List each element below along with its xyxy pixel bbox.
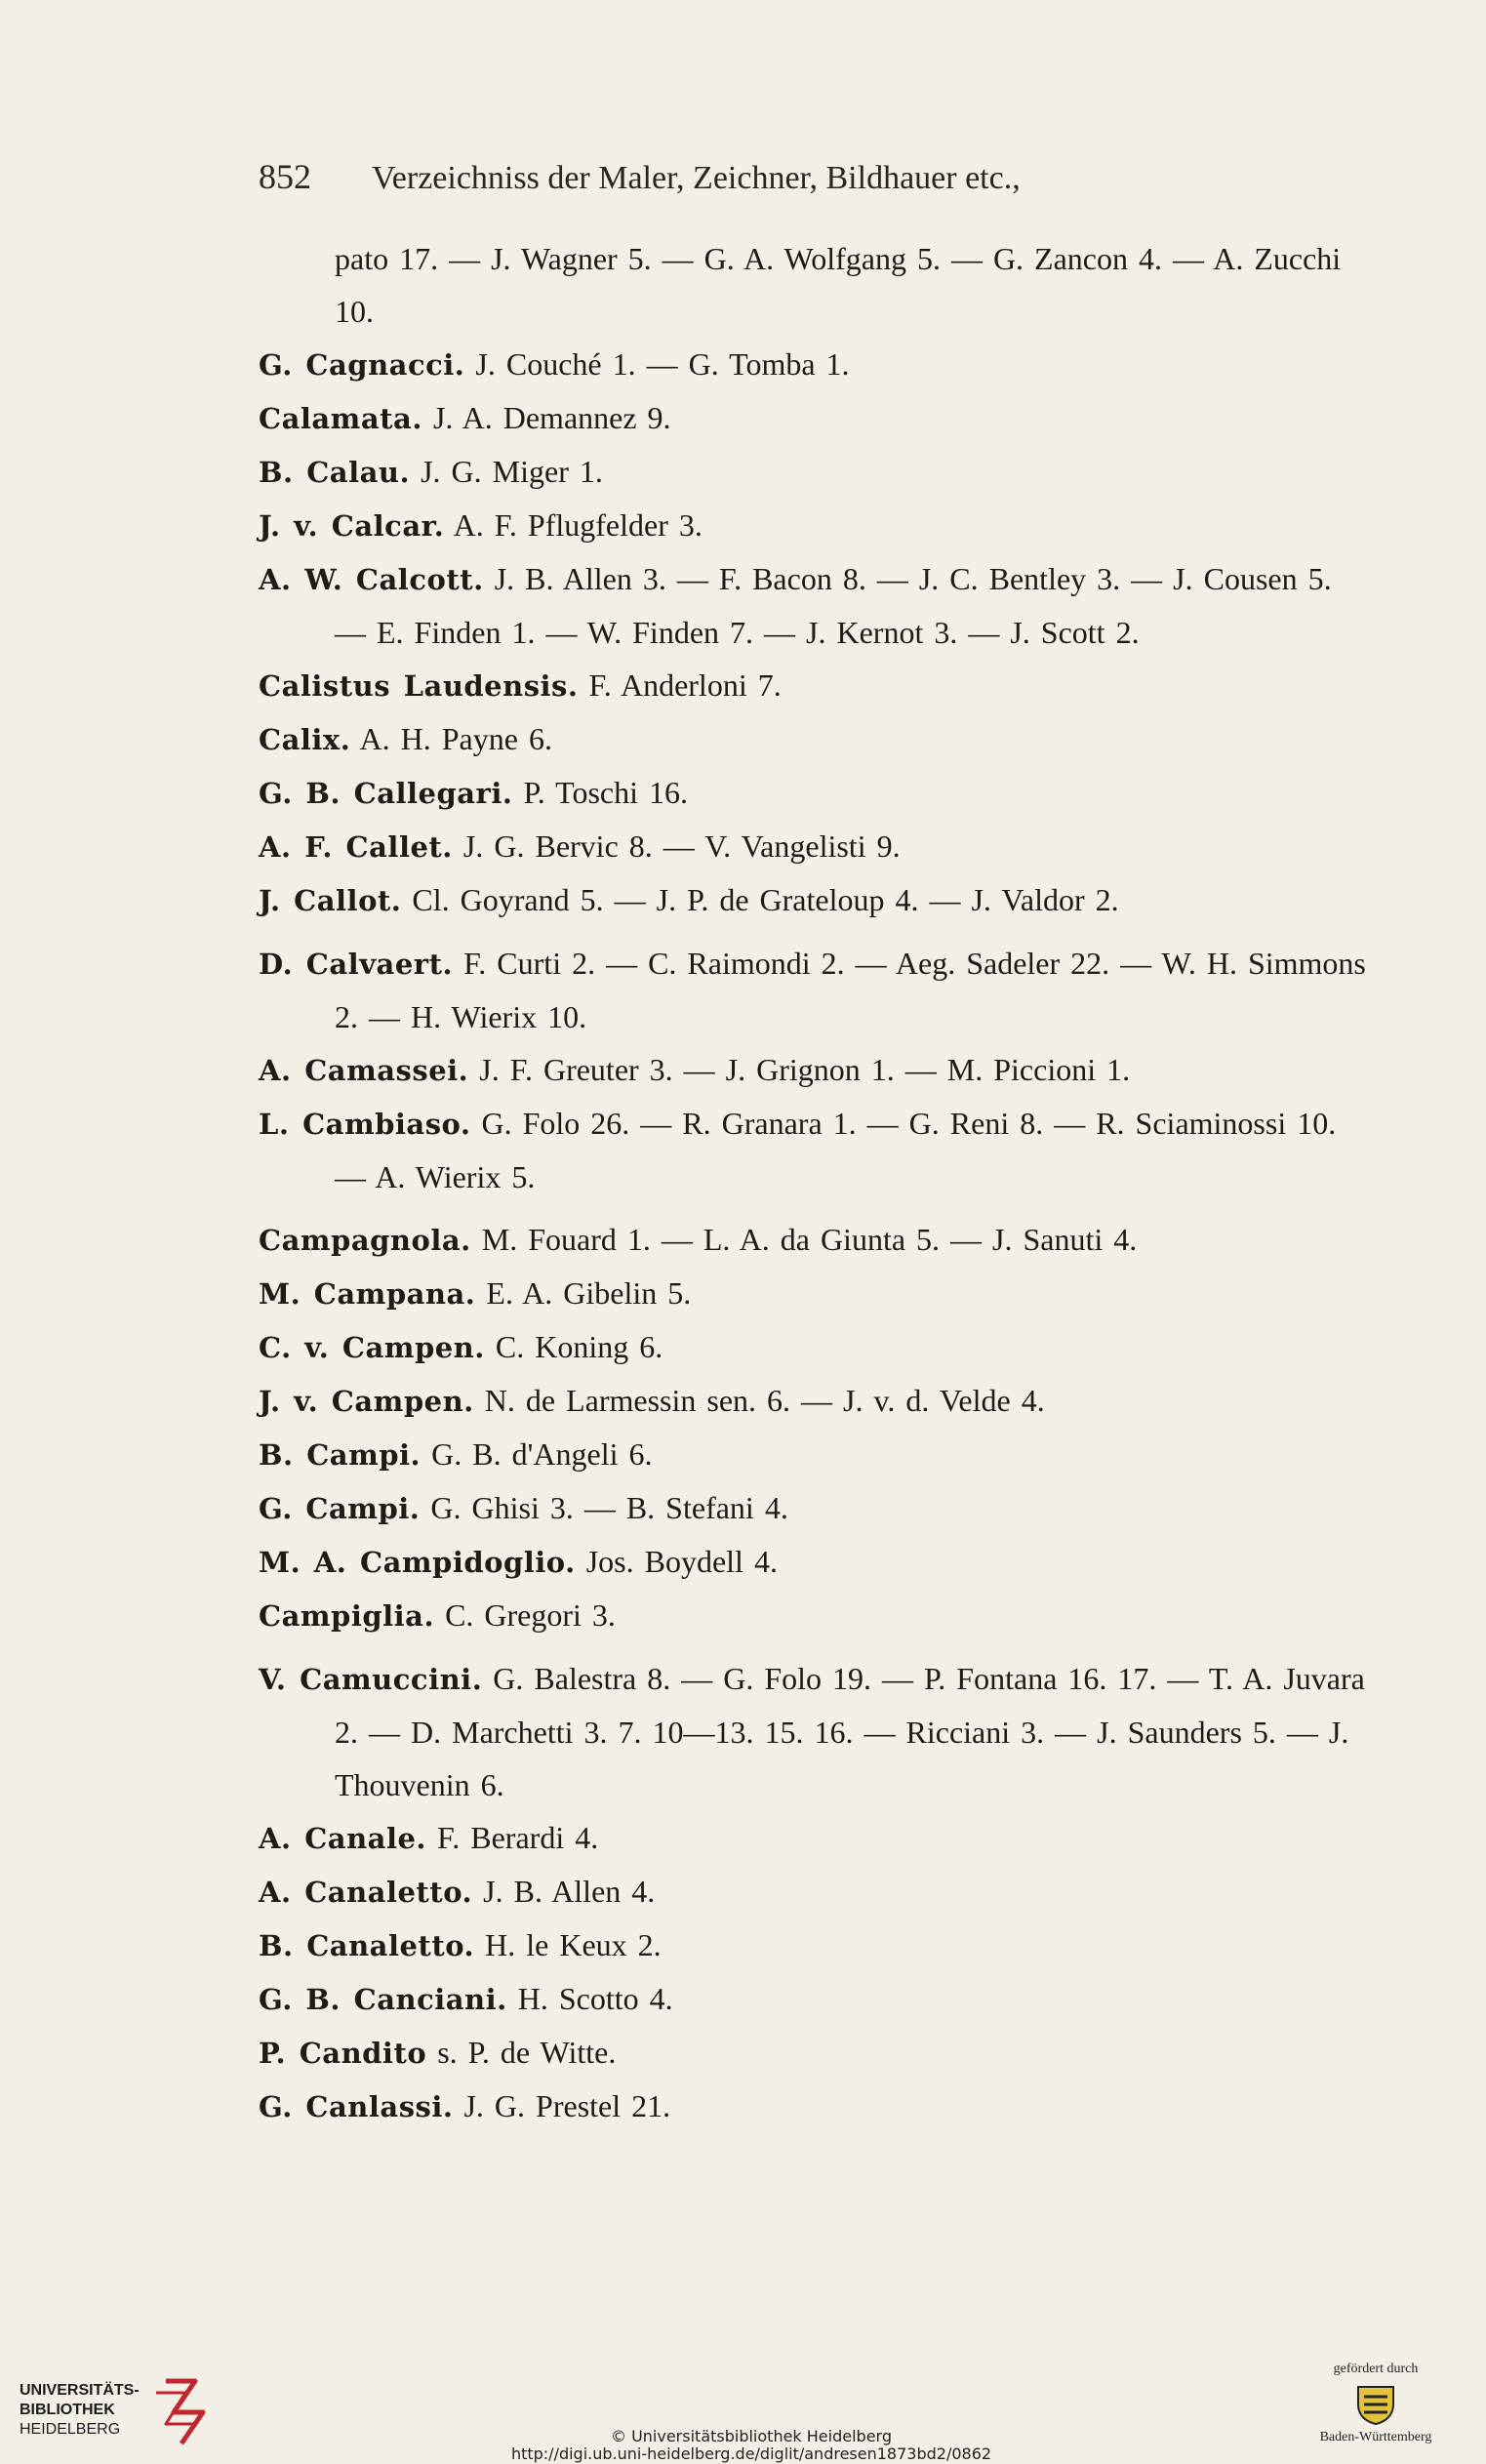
index-entry — [259, 1320, 1371, 1374]
artist-name: M. A. Campidoglio. — [259, 1546, 576, 1579]
artist-name: G. Campi. — [259, 1492, 421, 1525]
index-entry — [259, 2080, 1371, 2133]
index-entry — [259, 1972, 1371, 2026]
artist-name: G. B. Callegari. — [259, 777, 513, 810]
library-name-line3: HEIDELBERG — [20, 2421, 121, 2438]
artist-name: A. F. Callet. — [259, 830, 453, 864]
artist-name: A. Canaletto. — [259, 1876, 473, 1909]
engraver-list: s. P. de Witte. — [437, 2035, 617, 2070]
index-entry — [259, 1481, 1371, 1535]
index-entry — [259, 873, 1371, 927]
artist-name: A. Camassei. — [259, 1054, 469, 1087]
engraver-list: F. Curti 2. — C. Raimondi 2. — Aeg. Sadeler 22. — W. H. Simmons 2. — H. Wierix 10. — [335, 946, 1366, 1034]
index-entry — [259, 391, 1371, 445]
index-entry — [259, 499, 1371, 552]
funder-brand[interactable] — [1298, 2362, 1454, 2445]
artist-name: G. Cagnacci. — [259, 348, 465, 382]
artist-name: J. Callot. — [259, 884, 402, 917]
index-entry — [259, 1043, 1371, 1097]
engraver-list: H. Scotto 4. — [517, 1981, 673, 2016]
artist-name: J. v. Campen. — [259, 1385, 474, 1418]
artist-name: B. Campi. — [259, 1438, 422, 1472]
artist-name: A. Canale. — [259, 1822, 427, 1855]
engraver-list: A. H. Payne 6. — [359, 721, 552, 756]
engraver-list: Jos. Boydell 4. — [585, 1544, 778, 1579]
engraver-list: N. de Larmessin sen. 6. — J. v. d. Velde 4. — [484, 1383, 1045, 1418]
artist-name: Calix. — [259, 723, 351, 756]
running-title: Verzeichniss der Maler, Zeichner, Bildhauer etc., — [372, 160, 1021, 196]
artist-name: B. Canaletto. — [259, 1929, 475, 1962]
artist-index — [259, 232, 1371, 2133]
index-entry — [259, 445, 1371, 499]
engraver-list: J. G. Miger 1. — [421, 454, 603, 489]
library-name-line1: UNIVERSITÄTS- — [20, 2382, 140, 2399]
index-entry — [259, 766, 1371, 820]
engraver-list: A. F. Pflugfelder 3. — [453, 507, 703, 543]
engraver-list: J. F. Greuter 3. — J. Grignon 1. — M. Piccioni 1. — [479, 1052, 1131, 1087]
index-entry — [259, 1213, 1371, 1267]
index-entry — [259, 820, 1371, 873]
index-entry — [259, 1535, 1371, 1589]
engraver-list: J. G. Bervic 8. — V. Vangelisti 9. — [462, 828, 901, 864]
index-entry — [259, 1589, 1371, 1642]
library-brand[interactable] — [20, 2373, 215, 2451]
engraver-list: J. B. Allen 4. — [483, 1874, 656, 1909]
index-entry — [259, 1267, 1371, 1320]
artist-name: D. Calvaert. — [259, 948, 454, 981]
engraver-list: G. Ghisi 3. — B. Stefani 4. — [430, 1490, 788, 1525]
artist-name: Campagnola. — [259, 1224, 471, 1257]
engraver-list: G. B. d'Angeli 6. — [431, 1436, 653, 1472]
footer-credits — [410, 2428, 1093, 2463]
artist-name: Campiglia. — [259, 1599, 435, 1633]
engraver-list: F. Berardi 4. — [437, 1820, 599, 1855]
artist-name: C. v. Campen. — [259, 1331, 485, 1364]
funded-by-label: gefördert durch — [1333, 2362, 1419, 2376]
index-entry — [259, 1428, 1371, 1481]
engraver-list: C. Gregori 3. — [445, 1597, 616, 1633]
artist-name: J. v. Calcar. — [259, 509, 445, 543]
engraver-list: E. A. Gibelin 5. — [486, 1275, 692, 1311]
library-logo-icon — [146, 2373, 224, 2451]
engraver-list: G. Folo 26. — R. Granara 1. — G. Reni 8. — R. Sciaminossi 10. — A. Wierix 5. — [335, 1106, 1337, 1194]
index-entry — [259, 1374, 1371, 1428]
index-entry — [259, 1097, 1371, 1203]
engraver-list: F. Anderloni 7. — [588, 667, 782, 703]
engraver-list: J. B. Allen 3. — F. Bacon 8. — J. C. Bentley 3. — J. Cousen 5. — E. Finden 1. — W. Finden 7. — J. Kernot 3. — J. Scott 2. — [335, 561, 1332, 650]
index-entry — [259, 1865, 1371, 1919]
engraver-list: pato 17. — J. Wagner 5. — G. A. Wolfgang 5. — G. Zancon 4. — A. Zucchi 10. — [335, 241, 1342, 329]
index-entry — [259, 552, 1371, 659]
library-name — [20, 2381, 140, 2440]
index-entry — [259, 1811, 1371, 1865]
artist-name: A. W. Calcott. — [259, 563, 484, 596]
library-name-line2: BIBLIOTHEK — [20, 2402, 115, 2418]
baden-wuerttemberg-crest-icon — [1352, 2383, 1399, 2426]
index-entry — [259, 1919, 1371, 1972]
source-url-link[interactable]: http://digi.ub.uni-heidelberg.de/diglit/andresen1873bd2/0862 — [510, 2444, 992, 2463]
engraver-list: C. Koning 6. — [495, 1329, 663, 1364]
engraver-list: G. Balestra 8. — G. Folo 19. — P. Fontana 16. 17. — T. A. Juvara 2. — D. Marchetti 3. 7. 10—13. 15. 16. — Ricciani 3. — J. Saunders 5. — J. Thouvenin 6. — [335, 1661, 1365, 1802]
index-entry — [259, 712, 1371, 766]
index-entry — [259, 2026, 1371, 2080]
artist-name: G. Canlassi. — [259, 2090, 454, 2123]
artist-name: V. Camuccini. — [259, 1663, 483, 1696]
engraver-list: Cl. Goyrand 5. — J. P. de Grateloup 4. — J. Valdor 2. — [412, 882, 1119, 917]
engraver-list: J. G. Prestel 21. — [463, 2088, 671, 2123]
artist-name: Calistus Laudensis. — [259, 669, 579, 703]
engraver-list: J. A. Demannez 9. — [432, 400, 671, 435]
artist-name: L. Cambiaso. — [259, 1108, 471, 1141]
artist-name: Calamata. — [259, 402, 422, 435]
copyright-text: © Universitätsbibliothek Heidelberg — [610, 2427, 892, 2445]
artist-name: M. Campana. — [259, 1277, 476, 1311]
index-entry — [259, 1652, 1371, 1811]
artist-name: G. B. Canciani. — [259, 1983, 507, 2016]
index-entry — [259, 937, 1371, 1043]
artist-name: P. Candito — [259, 2037, 427, 2070]
funder-name: Baden-Württemberg — [1319, 2430, 1432, 2444]
engraver-list: H. le Keux 2. — [485, 1927, 662, 1962]
index-entry — [259, 338, 1371, 391]
artist-name: B. Calau. — [259, 456, 411, 489]
page-number: 852 — [259, 157, 311, 196]
index-entry — [259, 659, 1371, 712]
engraver-list: J. Couché 1. — G. Tomba 1. — [475, 346, 850, 382]
page-header — [259, 156, 1176, 203]
index-entry — [259, 232, 1371, 338]
engraver-list: M. Fouard 1. — L. A. da Giunta 5. — J. Sanuti 4. — [481, 1222, 1138, 1257]
engraver-list: P. Toschi 16. — [523, 775, 688, 810]
